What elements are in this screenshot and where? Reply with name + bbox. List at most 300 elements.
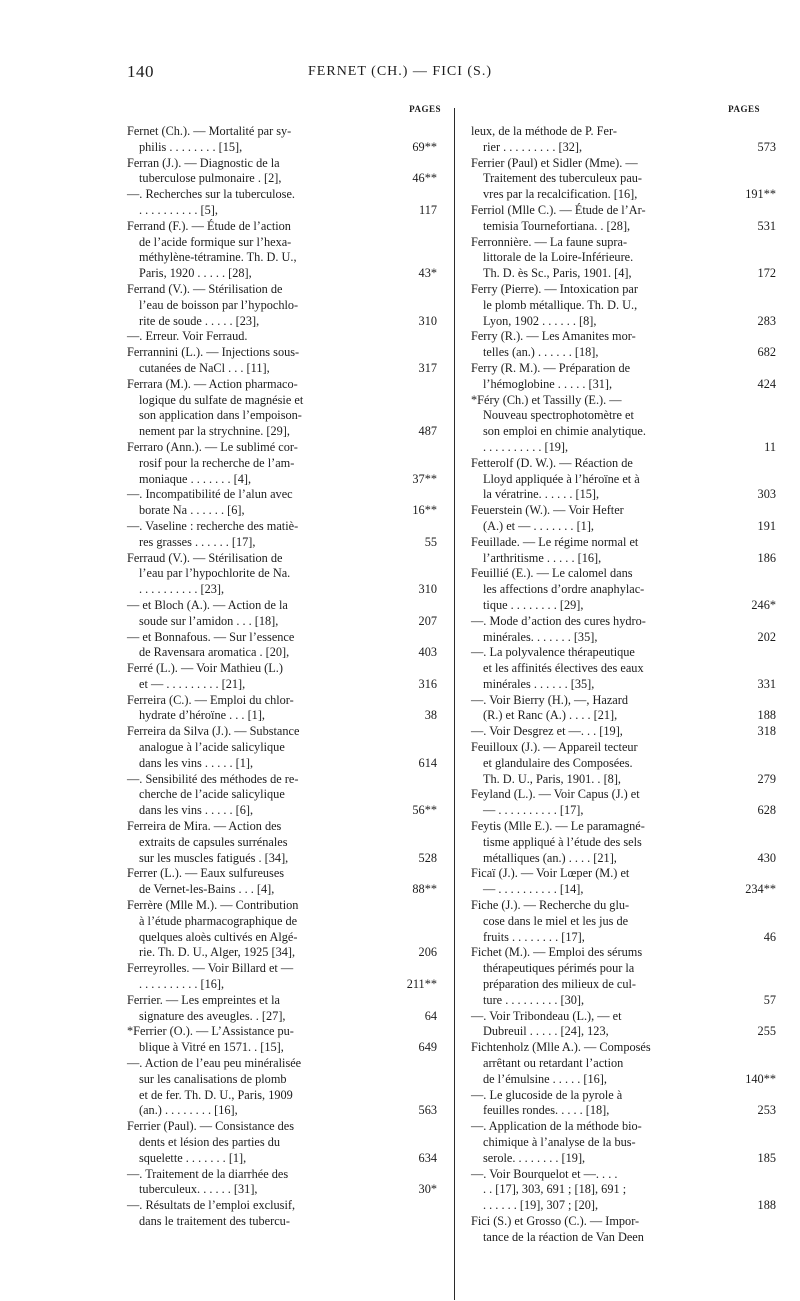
index-entry [471,1040,776,1087]
index-entry [127,440,437,487]
entry-text [127,156,383,188]
entry-page-number: 487 [418,424,437,439]
index-entry [471,156,776,203]
entry-line: — . . . . . . . . . . [14], [483,882,584,897]
entry-page-number: 318 [757,724,776,739]
index-entry [127,219,437,282]
entry-line: Ferreira (C.). — Emploi du chlor- [127,692,294,707]
entry-page-number: 430 [757,850,776,865]
entry-text [127,487,383,519]
entry-line: l’arthritisme . . . . . [16], [483,550,602,565]
entry-line: Ferrand (V.). — Stérilisation de [127,281,283,296]
entry-line: res grasses . . . . . . [17], [139,534,256,549]
entry-line: Feuillié (E.). — Le calomel dans [471,566,633,581]
entry-text [471,282,721,329]
entry-line: Th. D. U., Paris, 1901. . [8], [483,771,621,786]
entry-page-number: 206 [418,945,437,960]
entry-text [127,440,383,487]
running-head: FERNET (CH.) — FICI (S.) [308,64,492,79]
entry-text [471,361,721,393]
entry-line: minérales . . . . . . [35], [483,676,595,691]
index-entry [471,329,776,361]
entry-text [471,235,721,282]
entry-line: leux, de la méthode de P. Fer- [471,124,617,138]
entry-line: Feuilloux (J.). — Appareil tecteur [471,740,638,755]
left-entries-list [127,124,437,1230]
entry-text [471,1214,721,1246]
entry-line: Feyland (L.). — Voir Capus (J.) et [471,787,640,802]
entry-text [127,551,383,598]
entry-line: —. Application de la méthode bio- [471,1119,642,1134]
index-entry [471,566,776,613]
entry-page-number: 57 [763,992,776,1007]
entry-line: Ferraud (V.). — Stérilisation de [127,550,283,565]
entry-page-number: 16** [412,503,437,518]
entry-page-number: 255 [757,1024,776,1039]
entry-line: tique . . . . . . . . [29], [483,597,584,612]
entry-text [127,866,383,898]
entry-line: —. La polyvalence thérapeutique [471,645,635,660]
index-entry [471,819,776,866]
entry-text [471,898,721,945]
entry-line: tuberculeux. . . . . . [31], [139,1182,258,1197]
entry-text [471,740,721,787]
entry-line: Ficaï (J.). — Voir Lœper (M.) et [471,866,630,881]
column-divider [454,108,455,1300]
entry-line: —. Résultats de l’emploi exclusif, [127,1198,296,1213]
entry-page-number: 172 [757,266,776,281]
entry-text [471,203,721,235]
entry-page-number: 88** [412,882,437,897]
entry-line: Ferronnière. — La faune supra- [471,234,628,249]
entry-page-number: 424 [757,376,776,391]
entry-line: dans le traitement des tubercu- [139,1213,290,1228]
entry-page-number: 11 [764,439,776,454]
entry-text [127,124,383,156]
entry-page-number: 46 [763,929,776,944]
entry-line: . . . . . . [19], 307 ; [20], [483,1198,599,1213]
entry-line: rier . . . . . . . . . [32], [483,139,583,154]
entry-line: Ferran (J.). — Diagnostic de la [127,155,280,170]
entry-line: de l’émulsine . . . . . [16], [483,1071,607,1086]
page-number: 140 [127,62,154,81]
entry-line: et glandulaire des Composées. [483,755,633,770]
entry-line: Lloyd appliquée à l’héroïne et à [483,471,640,486]
entry-page-number: 310 [418,313,437,328]
index-entry [127,693,437,725]
index-entry [127,156,437,188]
entry-text [127,993,383,1025]
entry-line: *Ferrier (O.). — L’Assistance pu- [127,1024,294,1039]
pages-column-label: PAGES [409,104,441,114]
entry-line: hydrate d’héroïne . . . [1], [139,708,265,723]
entry-line: Feuerstein (W.). — Voir Hefter [471,503,624,518]
entry-line: —. Le glucoside de la pyrole à [471,1087,623,1102]
entry-line: —. Recherches sur la tuberculose. [127,187,295,202]
entry-line: Ferrier (Paul). — Consistance des [127,1119,294,1134]
entry-line: Ferrannini (L.). — Injections sous- [127,345,300,360]
index-entry [471,1214,776,1246]
entry-line: vres par la recalcification. [16], [483,187,638,202]
entry-text [471,724,721,740]
entry-line: Lyon, 1902 . . . . . . [8], [483,313,597,328]
entry-page-number: 30* [418,1182,437,1197]
entry-line: quelques aloès cultivés en Algé- [139,929,298,944]
index-entry [471,787,776,819]
entry-line: telles (an.) . . . . . . [18], [483,345,599,360]
entry-text [127,1024,383,1056]
pages-column-label: PAGES [728,104,760,114]
entry-page-number: 283 [757,313,776,328]
entry-page-number: 403 [418,645,437,660]
entry-line: (R.) et Ranc (A.) . . . . [21], [483,708,618,723]
index-entry [471,124,776,156]
entry-page-number: 69** [412,139,437,154]
index-entry [127,961,437,993]
index-entry [471,693,776,725]
entry-line: Ferriol (Mlle C.). — Étude de l’Ar- [471,202,646,217]
entry-page-number: 46** [412,171,437,186]
index-entry [471,503,776,535]
entry-text [127,282,383,329]
index-entry [471,203,776,235]
entry-line: préparation des milieux de cul- [483,977,636,992]
entry-line: —. Incompatibilité de l’alun avec [127,487,293,502]
entry-line: Ferré (L.). — Voir Mathieu (L.) [127,661,283,676]
entry-line: Fichet (M.). — Emploi des sérums [471,945,643,960]
entry-line: Feytis (Mlle E.). — Le paramagné- [471,819,645,834]
entry-line: squelette . . . . . . . [1], [139,1150,247,1165]
entry-page-number: 573 [757,139,776,154]
entry-line: cose dans le miel et les jus de [483,913,629,928]
entry-line: soude sur l’amidon . . . [18], [139,613,279,628]
entry-line: méthylène-tétramine. Th. D. U., [139,250,297,265]
entry-page-number: 56** [412,803,437,818]
entry-line: Ferrier (Paul) et Sidler (Mme). — [471,155,638,170]
entry-text [471,503,721,535]
entry-line: son application dans l’empoison- [139,408,302,423]
index-entry [471,235,776,282]
entry-text [471,393,721,456]
entry-line: Ferreira de Mira. — Action des [127,819,282,834]
entry-line: —. Erreur. Voir Ferraud. [127,329,248,344]
entry-page-number: 185 [757,1150,776,1165]
entry-text [127,1167,383,1199]
entry-page-number: 531 [757,218,776,233]
entry-text [127,598,383,630]
entry-text [127,219,383,282]
entry-line: —. Voir Desgrez et —. . . [19], [471,724,623,739]
entry-text [471,614,721,646]
entry-line: ture . . . . . . . . . [30], [483,992,585,1007]
index-entry [127,345,437,377]
entry-line: moniaque . . . . . . . [4], [139,471,252,486]
entry-line: Ferrara (M.). — Action pharmaco- [127,376,298,391]
entry-line: dans les vins . . . . . [6], [139,803,254,818]
entry-line: Fernet (Ch.). — Mortalité par sy- [127,124,292,138]
entry-page-number: 234** [745,882,776,897]
entry-text [127,772,383,819]
entry-line: de Vernet-les-Bains . . . [4], [139,882,275,897]
entry-line: *Féry (Ch.) et Tassilly (E.). — [471,392,622,407]
index-entry [127,282,437,329]
entry-line: — et Bonnafous. — Sur l’essence [127,629,295,644]
entry-text [127,819,383,866]
index-entry [127,1198,437,1230]
index-entry [471,361,776,393]
entry-line: cutanées de NaCl . . . [11], [139,360,270,375]
entry-line: arrêtant ou retardant l’action [483,1056,624,1071]
entry-text [471,1040,721,1087]
index-entry [127,377,437,440]
index-entry [127,1167,437,1199]
entry-page-number: 140** [745,1071,776,1086]
index-entry [127,898,437,961]
entry-line: dans les vins . . . . . [1], [139,755,254,770]
entry-text [471,535,721,567]
entry-page-number: 117 [419,202,437,217]
entry-line: Ferrer (L.). — Eaux sulfureuses [127,866,285,881]
entry-text [471,566,721,613]
index-entry [127,866,437,898]
entry-text [127,630,383,662]
entry-text [127,1198,383,1230]
entry-line: —. Sensibilité des méthodes de re- [127,771,299,786]
entry-page-number: 246* [751,597,776,612]
entry-line: et de fer. Th. D. U., Paris, 1909 [139,1087,293,1102]
entry-page-number: 191** [745,187,776,202]
entry-text [471,866,721,898]
index-entry [127,1024,437,1056]
entry-line: temisia Tournefortiana. . [28], [483,218,631,233]
entry-line: dents et lésion des parties du [139,1135,281,1149]
entry-line: Paris, 1920 . . . . . [28], [139,266,252,281]
entry-line: blique à Vitré en 1571. . [15], [139,1040,284,1055]
entry-page-number: 211** [406,977,437,992]
entry-page-number: 303 [757,487,776,502]
entry-text [127,661,383,693]
entry-text [471,787,721,819]
index-entry [471,456,776,503]
entry-line: (A.) et — . . . . . . . [1], [483,518,594,533]
entry-text [471,819,721,866]
entry-line: thérapeutiques périmés pour la [483,961,635,976]
index-entry [127,772,437,819]
entry-line: — . . . . . . . . . . [17], [483,803,584,818]
index-entry [471,740,776,787]
entry-line: signature des aveugles. . [27], [139,1008,286,1023]
entry-line: Fiche (J.). — Recherche du glu- [471,898,630,913]
entry-line: — et Bloch (A.). — Action de la [127,597,288,612]
entry-line: tuberculose pulmonaire . [2], [139,171,282,186]
entry-line: (an.) . . . . . . . . [16], [139,1103,238,1118]
entry-line: —. Voir Bierry (H.), —, Hazard [471,692,628,707]
entry-page-number: 188 [757,1198,776,1213]
entry-page-number: 207 [418,613,437,628]
index-entry [471,393,776,456]
index-entry [127,993,437,1025]
entry-line: Ferry (R.). — Les Amanites mor- [471,329,636,344]
index-entry [127,661,437,693]
index-entry [471,614,776,646]
entry-page-number: 279 [757,771,776,786]
entry-line: —. Action de l’eau peu minéralisée [127,1056,302,1071]
entry-line: analogue à l’acide salicylique [139,740,285,755]
index-entry [127,551,437,598]
index-entry [127,1056,437,1119]
entry-line: logique du sulfate de magnésie et [139,392,304,407]
entry-text [471,645,721,692]
index-entry [471,282,776,329]
entry-line: Ferry (Pierre). — Intoxication par [471,281,638,296]
entry-line: cherche de l’acide salicylique [139,787,285,802]
index-entry [471,1167,776,1214]
entry-line: extraits de capsules surrénales [139,834,288,849]
entry-text [471,156,721,203]
entry-line: . . . . . . . . . . [16], [139,977,225,992]
entry-line: —. Mode d’action des cures hydro- [471,613,646,628]
index-entry [471,945,776,1008]
index-entry [127,630,437,662]
entry-line: Feuillade. — Le régime normal et [471,534,639,549]
entry-text [471,945,721,1008]
entry-line: Ferrère (Mlle M.). — Contribution [127,898,299,913]
entry-line: l’eau de boisson par l’hypochlo- [139,297,299,312]
entry-text [127,377,383,440]
entry-line: Fetterolf (D. W.). — Réaction de [471,455,633,470]
entry-line: philis . . . . . . . . [15], [139,139,243,154]
entry-page-number: 310 [418,582,437,597]
entry-line: et les affinités électives des eaux [483,661,644,676]
entry-line: à l’étude pharmacographique de [139,913,298,928]
entry-line: Traitement des tuberculeux pau- [483,171,643,186]
entry-page-number: 331 [757,676,776,691]
entry-text [127,1119,383,1166]
entry-line: feuilles rondes. . . . . [18], [483,1103,610,1118]
entry-line: Ferry (R. M.). — Préparation de [471,360,631,375]
entry-text [127,1056,383,1119]
entry-line: Ferreyrolles. — Voir Billard et — [127,961,294,976]
entry-line: rie. Th. D. U., Alger, 1925 [34], [139,945,296,960]
entry-line: de l’acide formique sur l’hexa- [139,234,292,249]
index-entry [471,866,776,898]
entry-line: la vératrine. . . . . . [15], [483,487,600,502]
entry-line: borate Na . . . . . . [6], [139,503,245,518]
entry-line: tisme appliqué à l’étude des sels [483,834,642,849]
index-entry [127,329,437,345]
entry-page-number: 649 [418,1040,437,1055]
entry-page-number: 191 [757,518,776,533]
entry-text [471,456,721,503]
entry-page-number: 316 [418,676,437,691]
entry-text [127,345,383,377]
entry-page-number: 186 [757,550,776,565]
entry-line: . . . . . . . . . . [19], [483,439,569,454]
entry-line: —. Voir Tribondeau (L.), — et [471,1008,622,1023]
entry-line: . . . . . . . . . . [23], [139,582,225,597]
entry-text [471,1088,721,1120]
entry-text [127,329,383,345]
index-entry [127,519,437,551]
index-entry [127,724,437,771]
entry-text [127,519,383,551]
entry-line: chimique à l’analyse de la bus- [483,1135,636,1149]
entry-page-number: 634 [418,1150,437,1165]
entry-line: Ferraro (Ann.). — Le sublimé cor- [127,439,298,454]
entry-line: serole. . . . . . . . [19], [483,1150,586,1165]
entry-line: Fichtenholz (Mlle A.). — Composés [471,1040,651,1055]
entry-text [127,693,383,725]
entry-page-number: 64 [424,1008,437,1023]
entry-line: sur les canalisations de plomb [139,1071,287,1086]
entry-line: minérales. . . . . . . [35], [483,629,598,644]
entry-line: Nouveau spectrophotomètre et [483,408,634,423]
entry-page-number: 43* [418,266,437,281]
entry-line: rite de soude . . . . . [23], [139,313,260,328]
entry-line: Fici (S.) et Grosso (C.). — Impor- [471,1213,640,1228]
entry-line: Th. D. ès Sc., Paris, 1901. [4], [483,266,632,281]
entry-text [471,329,721,361]
entry-line: Dubreuil . . . . . [24], 123, [483,1024,609,1039]
entry-page-number: 253 [757,1103,776,1118]
entry-line: et — . . . . . . . . . [21], [139,676,246,691]
entry-page-number: 528 [418,850,437,865]
entry-line: le plomb métallique. Th. D. U., [483,297,638,312]
entry-text [127,898,383,961]
entry-text [471,1009,721,1041]
entry-text [471,124,721,156]
entry-line: son emploi en chimie analytique. [483,424,646,439]
entry-line: . . . . . . . . . . [5], [139,202,218,217]
index-entry [471,898,776,945]
index-entry [471,1119,776,1166]
entry-text [127,724,383,771]
entry-page-number: 37** [412,471,437,486]
entry-line: l’eau par l’hypochlorite de Na. [139,566,291,581]
right-entries-list [471,124,776,1246]
entry-page-number: 55 [424,534,437,549]
entry-page-number: 563 [418,1103,437,1118]
index-entry [471,1088,776,1120]
index-entry [127,819,437,866]
entry-line: nement par la strychnine. [29], [139,424,290,439]
index-entry [471,724,776,740]
entry-page-number: 202 [757,629,776,644]
entry-line: . . [17], 303, 691 ; [18], 691 ; [483,1182,627,1197]
index-entry [127,187,437,219]
entry-line: tance de la réaction de Van Deen [483,1229,644,1244]
entry-line: l’hémoglobine . . . . . [31], [483,376,613,391]
index-entry [127,487,437,519]
entry-line: rosif pour la recherche de l’am- [139,455,295,470]
entry-text [471,1167,721,1214]
index-entry [471,1009,776,1041]
index-entry [127,124,437,156]
entry-line: —. Traitement de la diarrhée des [127,1166,289,1181]
entry-text [471,1119,721,1166]
entry-line: fruits . . . . . . . . [17], [483,929,585,944]
entry-line: —. Voir Bourquelot et —. . . . [471,1166,618,1181]
entry-line: littorale de la Loire-Inférieure. [483,250,634,265]
entry-line: sur les muscles fatigués . [34], [139,850,289,865]
entry-text [471,693,721,725]
entry-line: Ferreira da Silva (J.). — Substance [127,724,300,739]
entry-text [127,961,383,993]
entry-line: Ferrand (F.). — Étude de l’action [127,218,291,233]
entry-page-number: 317 [418,360,437,375]
entry-page-number: 188 [757,708,776,723]
index-entry [471,535,776,567]
